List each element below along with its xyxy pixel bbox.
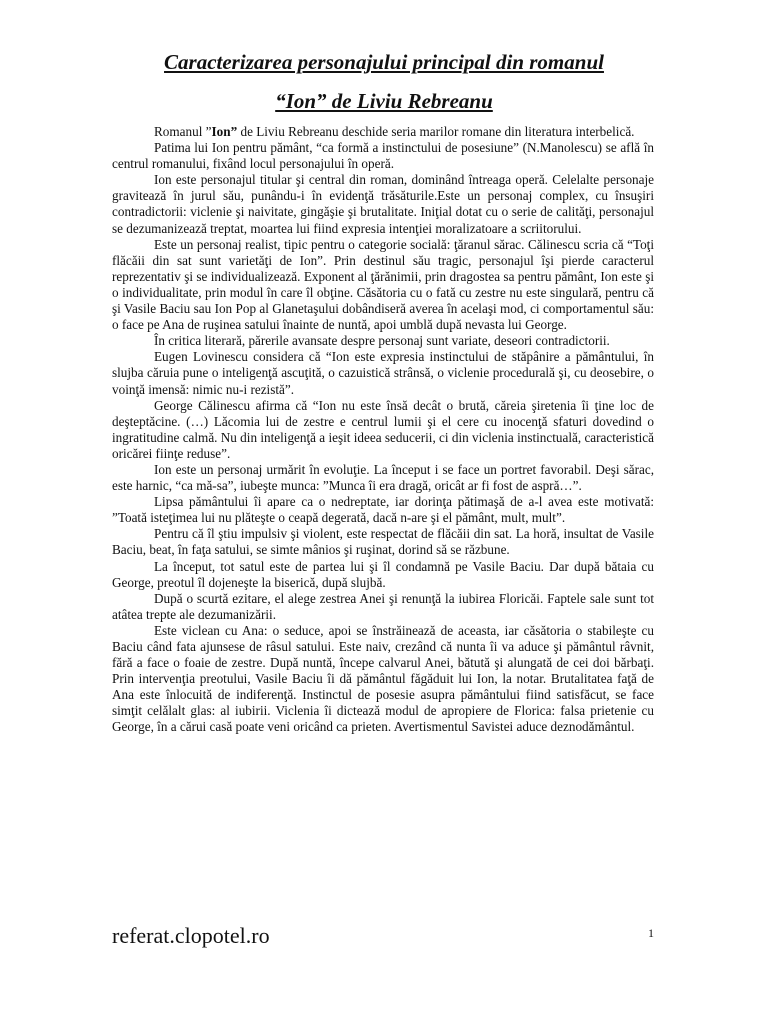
paragraph-10: Pentru că îl ştiu impulsiv şi violent, este respectat de flăcăii din sat. La horă, insultat de Vasile Baciu, beat, în faţa satului, se simte mânios şi ruşinat, dorind să se răzbune.: [112, 526, 654, 558]
footer-site-name: referat.clopotel.ro: [112, 923, 270, 948]
paragraph-6: Eugen Lovinescu considera că “Ion este expresia instinctului de stăpânire a pământului, în slujba căruia pune o inteligenţă ascuţită, o cazuistică strânsă, o viclenie procedurală şi, cu deosebire, o voinţă imensă: nimic nu-i rezistă”.: [112, 349, 654, 397]
page-number: 1: [648, 926, 654, 940]
paragraph-5: În critica literară, părerile avansate despre personaj sunt variate, deseori contradictorii.: [154, 333, 610, 349]
paragraph-8: Ion este un personaj urmărit în evoluţie. La început i se face un portret favorabil. Deşi sărac, este harnic, “ca mă-sa”, iubeşte munca: ”Munca îi era dragă, oricât ar fi fost de aspră…”.: [112, 461, 654, 494]
paragraph-13: Este viclean cu Ana: o seduce, apoi se înstrăinează de aceasta, iar căsătoria o stabileşte cu Baciu când fata ajunsese de râsul satului. Este naiv, crezând că nunta îi va aduce şi pământul râvnit, fără a face o foaie de zestre. După nuntă, începe calvarul Anei, bătută şi alungată de cei doi bărbaţi. Prin intervenţia preotului, Vasile Baciu îi dă pământul făgăduit lui Ion, la notar. Brutalitatea faţă de Ana este înlocuită de indiferenţă. Instinctul de posesie asupra pământului fiind satisfăcut, se face simţit celălalt glas: al iubirii. Viclenia îi dictează modul de apropiere de Florica: falsa prietenie cu George, în a cărui casă poate veni oricând ca prieten. Avertismentul Savistei aduce deznodământul.: [112, 622, 654, 735]
paragraph-9: Lipsa pământului îi apare ca o nedreptate, iar dorinţa pătimaşă de a-l avea este motivată: ”Toată isteţimea lui nu plăteşte o ceapă degerată, dacă n-are şi el pământ, mult, mult”.: [112, 494, 654, 526]
paragraph-2: Patima lui Ion pentru pământ, “ca formă a instinctului de posesiune” (N.Manolescu) se află în centrul romanului, fixând locul personajului în operă.: [112, 140, 654, 172]
paragraph-11: La început, tot satul este de partea lui şi îl condamnă pe Vasile Baciu. Dar după bătaia cu George, preotul îl dojeneşte la biserică, după slujbă.: [112, 558, 654, 590]
paragraph-4: Este un personaj realist, tipic pentru o categorie socială: ţăranul sărac. Călinescu scria că “Toţi flăcăii din sat sunt varietăţi de Ion”. Prin destinul său tragic, personajul îşi pierde caracterul reprezentativ şi se individualizează. Exponent al ţărănimii, prin dragostea sa pentru pământ, Ion este şi o individualitate, prin modul în care îl obţine. Căsătoria cu o fată cu zestre nu este singulară, pentru că şi Vasile Baciu sau Ion Pop al Glanetaşului dobândiseră averea în acelaşi mod, ci comportamentul său: o face pe Ana de ruşinea satului înainte de nuntă, apoi umblă după nevasta lui George.: [112, 236, 654, 333]
document-title-line-2: “Ion” de Liviu Rebreanu: [275, 89, 493, 113]
novel-name-bold: Ion”: [211, 124, 238, 139]
paragraph-12: După o scurtă ezitare, el alege zestrea Anei şi renunţă la iubirea Floricăi. Faptele sale sunt tot atâtea trepte ale dezumanizării.: [112, 590, 654, 622]
paragraph-1-after: de Liviu Rebreanu deschide seria marilor romane din literatura interbelică.: [237, 124, 635, 139]
document-body: [112, 124, 654, 736]
document-title-line-1: Caracterizarea personajului principal din romanul: [164, 50, 604, 74]
paragraph-3: Ion este personajul titular şi central din roman, dominând întreaga operă. Celelalte personaje gravitează în jurul său, punându-i în evidenţă trăsăturile.Este un personaj complex, cu însuşiri contradictorii: viclenie şi naivitate, gingăşie şi brutalitate. Iniţial dotat cu o serie de calităţi, personajul se dezumanizează treptat, moartea lui fiind expresia intenţiei moralizatoare a scriitorului.: [112, 172, 654, 236]
paragraph-1-before: Romanul ”: [154, 124, 212, 139]
paragraph-7: George Călinescu afirma că “Ion nu este însă decât o brută, căreia şiretenia îi ţine loc de deşteptăcine. (…) Lăcomia lui de zestre e centrul lumii şi el cere cu inocenţă sfaturi dovedind o ingratitudine calmă. Nu din inteligenţă a ieşit ideea seducerii, ci din viclenia instinctuală, caracteristică oricărei fiinţe reduse”.: [112, 397, 654, 461]
paragraph-1: [112, 124, 654, 140]
